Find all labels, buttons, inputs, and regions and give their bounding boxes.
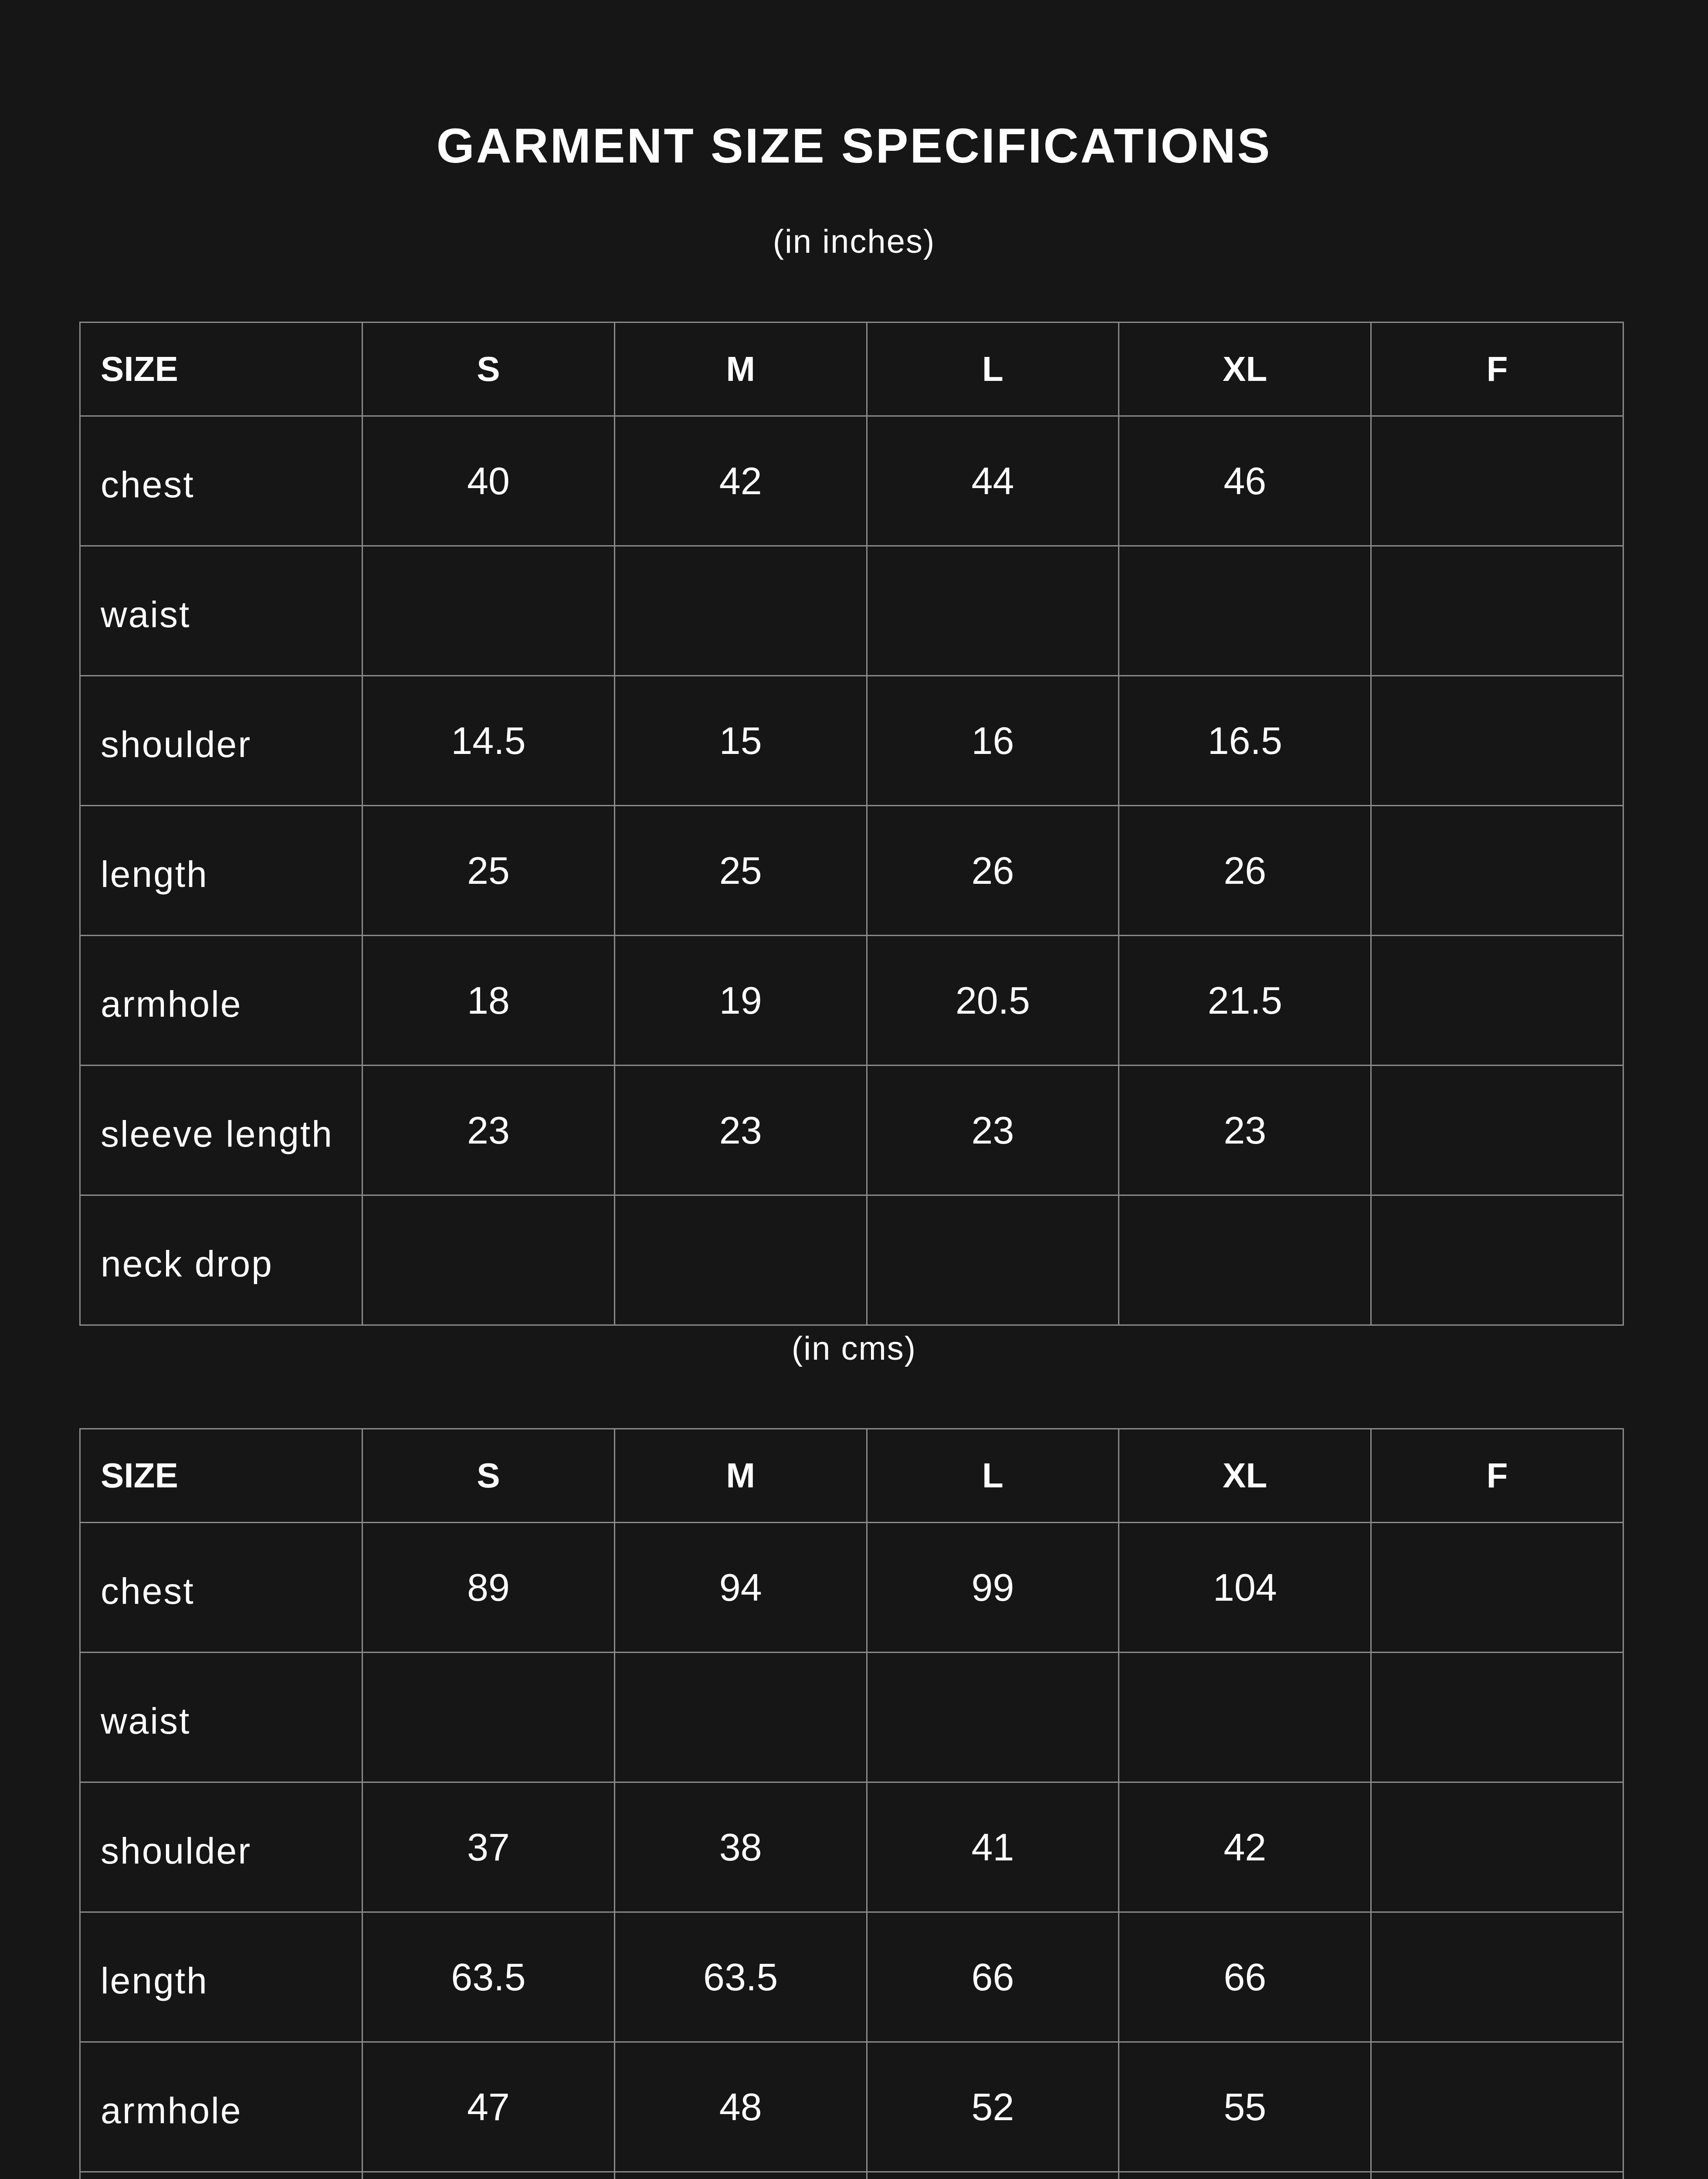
value-cell (1371, 1912, 1623, 2042)
measure-label: waist (80, 546, 363, 676)
value-cell (363, 1195, 615, 1325)
header-cell-s: S (363, 1429, 615, 1523)
header-cell-xl: XL (1119, 322, 1371, 416)
value-cell: 47 (363, 2042, 615, 2172)
value-cell: 42 (614, 416, 867, 546)
value-cell: 23 (614, 1066, 867, 1195)
value-cell (363, 2172, 615, 2179)
value-cell: 37 (363, 1782, 615, 1912)
value-cell: 25 (614, 806, 867, 936)
value-cell (867, 1653, 1119, 1782)
value-cell (1371, 2172, 1623, 2179)
value-cell (1371, 1066, 1623, 1195)
value-cell (1371, 936, 1623, 1066)
measure-label: armhole (80, 2042, 363, 2172)
measure-label: shoulder (80, 676, 363, 806)
value-cell (363, 546, 615, 676)
value-cell (1371, 1195, 1623, 1325)
value-cell: 48 (614, 2042, 867, 2172)
value-cell: 55 (1119, 2042, 1371, 2172)
measure-label: chest (80, 416, 363, 546)
value-cell: 26 (867, 806, 1119, 936)
value-cell (867, 2172, 1119, 2179)
table-row (80, 546, 1623, 676)
table-row (80, 676, 1623, 806)
value-cell: 38 (614, 1782, 867, 1912)
value-cell: 63.5 (363, 1912, 615, 2042)
header-cell-m: M (614, 1429, 867, 1523)
unit-label-inches: (in inches) (773, 223, 935, 260)
table-row (80, 416, 1623, 546)
value-cell (867, 546, 1119, 676)
value-cell: 63.5 (614, 1912, 867, 2042)
value-cell: 40 (363, 416, 615, 546)
value-cell: 23 (1119, 1066, 1371, 1195)
value-cell: 23 (867, 1066, 1119, 1195)
value-cell: 20.5 (867, 936, 1119, 1066)
value-cell (614, 1195, 867, 1325)
value-cell: 42 (1119, 1782, 1371, 1912)
table-row (80, 1653, 1623, 1782)
header-cell-m: M (614, 322, 867, 416)
value-cell (1371, 1782, 1623, 1912)
value-cell: 16 (867, 676, 1119, 806)
header-cell-l: L (867, 322, 1119, 416)
value-cell (1371, 1523, 1623, 1653)
value-cell: 41 (867, 1782, 1119, 1912)
value-cell (614, 1653, 867, 1782)
measure-label: shoulder (80, 1782, 363, 1912)
value-cell (1119, 546, 1371, 676)
header-cell-f: F (1371, 322, 1623, 416)
table-row (80, 1523, 1623, 1653)
value-cell: 89 (363, 1523, 615, 1653)
header-cell-size: SIZE (80, 322, 363, 416)
table-row (80, 936, 1623, 1066)
value-cell: 66 (1119, 1912, 1371, 2042)
value-cell (363, 1653, 615, 1782)
measure-label: neck drop (80, 1195, 363, 1325)
value-cell: 18 (363, 936, 615, 1066)
value-cell: 26 (1119, 806, 1371, 936)
header-cell-l: L (867, 1429, 1119, 1523)
value-cell (1371, 546, 1623, 676)
page-title: GARMENT SIZE SPECIFICATIONS (436, 119, 1272, 173)
value-cell (867, 1195, 1119, 1325)
value-cell (1371, 676, 1623, 806)
value-cell: 99 (867, 1523, 1119, 1653)
value-cell: 23 (363, 1066, 615, 1195)
value-cell: 16.5 (1119, 676, 1371, 806)
value-cell: 66 (867, 1912, 1119, 2042)
table-row (80, 806, 1623, 936)
value-cell: 25 (363, 806, 615, 936)
value-cell (1119, 2172, 1371, 2179)
value-cell (1119, 1195, 1371, 1325)
value-cell: 94 (614, 1523, 867, 1653)
value-cell: 15 (614, 676, 867, 806)
table-header-row (80, 322, 1623, 416)
value-cell (1371, 416, 1623, 546)
value-cell: 52 (867, 2042, 1119, 2172)
measure-label (80, 2172, 363, 2179)
table-row (80, 1782, 1623, 1912)
value-cell (1119, 1653, 1371, 1782)
header-cell-xl: XL (1119, 1429, 1371, 1523)
value-cell (614, 546, 867, 676)
table-row (80, 1066, 1623, 1195)
unit-label-cms: (in cms) (791, 1330, 917, 1367)
value-cell (1371, 1653, 1623, 1782)
value-cell (1371, 806, 1623, 936)
table-row (80, 2042, 1623, 2172)
size-table-cms (79, 1428, 1624, 2179)
value-cell: 46 (1119, 416, 1371, 546)
header-cell-size: SIZE (80, 1429, 363, 1523)
measure-label: length (80, 1912, 363, 2042)
table-header-row (80, 1429, 1623, 1523)
header-cell-s: S (363, 322, 615, 416)
table-row (80, 1912, 1623, 2042)
value-cell: 14.5 (363, 676, 615, 806)
value-cell: 104 (1119, 1523, 1371, 1653)
measure-label: sleeve length (80, 1066, 363, 1195)
table-row (80, 1195, 1623, 1325)
table-row (80, 2172, 1623, 2179)
value-cell (614, 2172, 867, 2179)
value-cell: 19 (614, 936, 867, 1066)
measure-label: chest (80, 1523, 363, 1653)
measure-label: armhole (80, 936, 363, 1066)
value-cell: 21.5 (1119, 936, 1371, 1066)
measure-label: length (80, 806, 363, 936)
size-table-inches (79, 322, 1624, 1326)
value-cell (1371, 2042, 1623, 2172)
measure-label: waist (80, 1653, 363, 1782)
header-cell-f: F (1371, 1429, 1623, 1523)
value-cell: 44 (867, 416, 1119, 546)
